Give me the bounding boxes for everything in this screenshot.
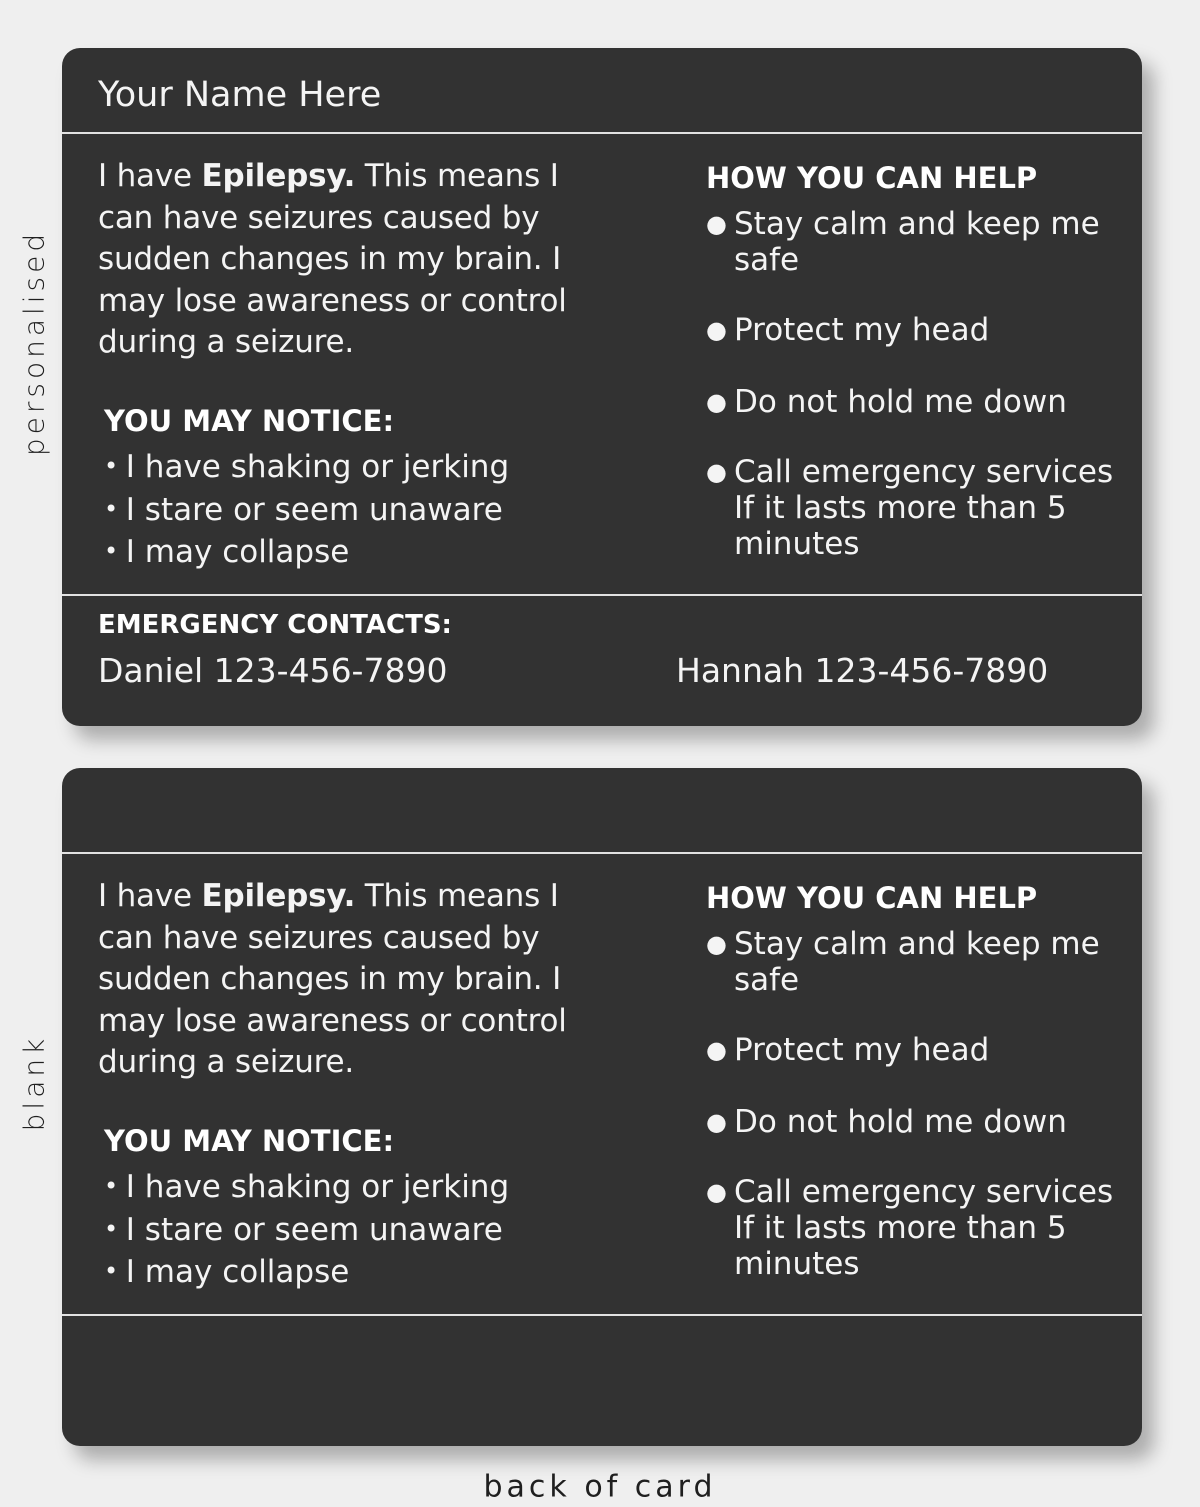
intro-text: I have Epilepsy. This means I can have seizures caused by sudden changes in my brain. I may lose awareness or control during a seizure. <box>98 878 567 1080</box>
notice-title: YOU MAY NOTICE: <box>104 1124 395 1158</box>
divider-top <box>62 132 1142 134</box>
help-title: HOW YOU CAN HELP <box>706 881 1038 915</box>
label-blank: blank <box>17 1034 51 1132</box>
bullet-icon: ● <box>706 388 727 416</box>
list-item: • I may collapse <box>104 1251 624 1294</box>
bullet-icon: ● <box>706 316 727 344</box>
label-back-of-card: back of card <box>483 1469 717 1505</box>
card-personalised <box>62 48 1142 726</box>
intro-condition: Epilepsy. <box>201 158 356 194</box>
intro-text: I have Epilepsy. This means I can have seizures caused by sudden changes in my brain. I may lose awareness or control during a seizure. <box>98 158 567 360</box>
emergency-contact-1: Daniel 123-456-7890 <box>98 651 448 690</box>
help-item: ● Do not hold me down <box>706 384 1067 420</box>
help-item: ● Protect my head <box>706 1032 990 1068</box>
emergency-contact-2: Hannah 123-456-7890 <box>676 651 1049 690</box>
list-item: • I have shaking or jerking <box>104 446 624 489</box>
help-item: ● Call emergency services If it lasts more than 5 minutes <box>706 1174 1114 1282</box>
help-title: HOW YOU CAN HELP <box>706 161 1038 195</box>
bullet-icon: ● <box>706 210 727 238</box>
help-item: ● Stay calm and keep me safe <box>706 926 1100 998</box>
help-item: ● Stay calm and keep me safe <box>706 206 1100 278</box>
divider-top <box>62 852 1142 854</box>
card-name: Your Name Here <box>98 75 382 115</box>
bullet-icon: ● <box>706 1036 727 1064</box>
help-item: ● Protect my head <box>706 312 990 348</box>
notice-title: YOU MAY NOTICE: <box>104 404 395 438</box>
emergency-contacts-title: EMERGENCY CONTACTS: <box>98 610 452 640</box>
list-item: • I have shaking or jerking <box>104 1166 624 1209</box>
bullet-icon: ● <box>706 930 727 958</box>
notice-list <box>104 446 624 574</box>
label-personalised: personalised <box>17 229 51 457</box>
bullet-icon: ● <box>706 1178 727 1206</box>
divider-bottom <box>62 594 1142 596</box>
bullet-icon: ● <box>706 1108 727 1136</box>
intro-condition: Epilepsy. <box>201 878 356 914</box>
bullet-icon: ● <box>706 458 727 486</box>
list-item: • I stare or seem unaware <box>104 489 624 532</box>
notice-list <box>104 1166 624 1294</box>
help-item: ● Do not hold me down <box>706 1104 1067 1140</box>
divider-bottom <box>62 1314 1142 1316</box>
list-item: • I may collapse <box>104 531 624 574</box>
help-item: ● Call emergency services If it lasts more than 5 minutes <box>706 454 1114 562</box>
list-item: • I stare or seem unaware <box>104 1209 624 1252</box>
card-blank <box>62 768 1142 1446</box>
